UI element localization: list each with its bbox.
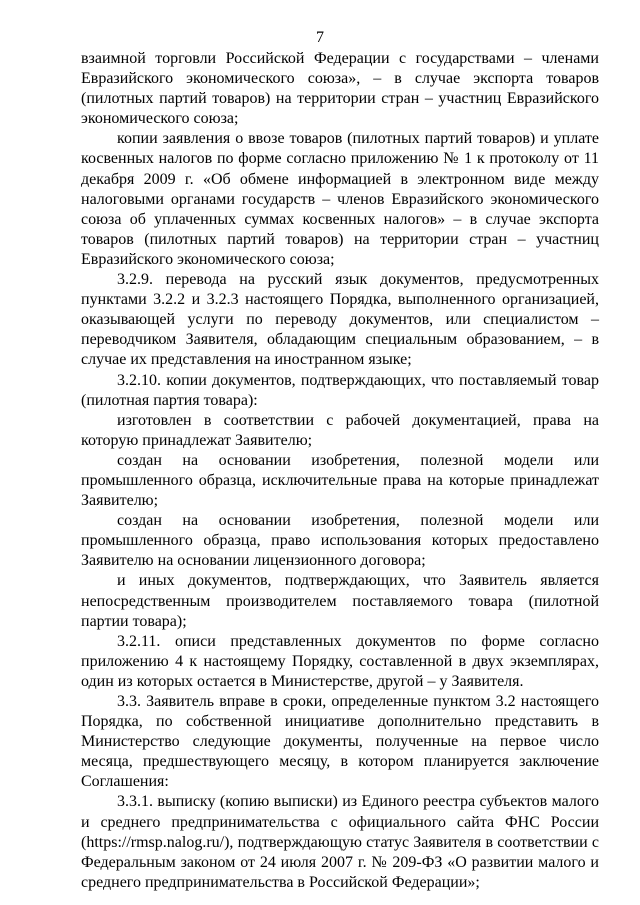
list-item-exclusive-rights: создан на основании изобретения, полезной модели или промышленного образца, исключительные права на которые принадлежат Заявителю;: [81, 451, 599, 510]
list-item-other-documents: и иных документов, подтверждающих, что Заявитель является непосредственным производителем поставляемого товара (пилотной партии товара);: [81, 572, 599, 630]
paragraph-3-2-9: 3.2.9. перевода на русский язык документов, предусмотренных пунктами 3.2.2 и 3.2.3 настоящего Порядка, выполненного организацией, оказывающей услуги по переводу документов, или специалистом – переводчиком Заявителя, обладающим специальным образованием, – в случае их представления на иностранном языке;: [81, 271, 599, 369]
list-item-license: создан на основании изобретения, полезной модели или промышленного образца, право использования которых предоставлено Заявителю на основании лицензионного договора;: [81, 512, 599, 570]
document-body: [81, 49, 599, 893]
paragraph-tax-application: копии заявления о ввозе товаров (пилотных партий товаров) и уплате косвенных налогов по форме согласно приложению № 1 к протоколу от 11 декабря 2009 г. «Об обмене информацией в электронном виде между налоговыми органами государств – членов Евразийского экономического союза об уплаченных суммах косвенных налогов» – в случае экспорта товаров (пилотных партий товаров) на территории стран – участниц Евразийского экономического союза;: [81, 130, 599, 268]
paragraph-3-3-1: 3.3.1. выписку (копию выписки) из Единого реестра субъектов малого и среднего предпринимательства с официального сайта ФНС России (https://rmsp.nalog.ru/), подтверждающую статус Заявителя в соответствии с Федеральным законом от 24 июля 2007 г. № 209-ФЗ «О развитии малого и среднего предпринимательства в Российской Федерации»;: [81, 793, 599, 891]
page-number: 7: [316, 29, 324, 46]
list-item-manufactured: изготовлен в соответствии с рабочей документацией, права на которую принадлежат Заявителю;: [81, 411, 599, 449]
paragraph-continuation: взаимной торговли Российской Федерации с государствами – членами Евразийского экономического союза», – в случае экспорта товаров (пилотных партий товаров) на территории стран – участниц Евразийского экономического союза;: [81, 50, 599, 128]
paragraph-3-2-11: 3.2.11. описи представленных документов по форме согласно приложению 4 к настоящему Порядку, составленной в двух экземплярах, один из которых остается в Министерстве, другой – у Заявителя.: [81, 632, 599, 690]
paragraph-3-2-10: 3.2.10. копии документов, подтверждающих, что поставляемый товар (пилотная партия товара):: [81, 371, 599, 409]
paragraph-3-3: 3.3. Заявитель вправе в сроки, определенные пунктом 3.2 настоящего Порядка, по собственной инициативе дополнительно представить в Министерство следующие документы, полученные на первое число месяца, предшествующего месяцу, в котором планируется заключение Соглашения:: [81, 693, 599, 791]
